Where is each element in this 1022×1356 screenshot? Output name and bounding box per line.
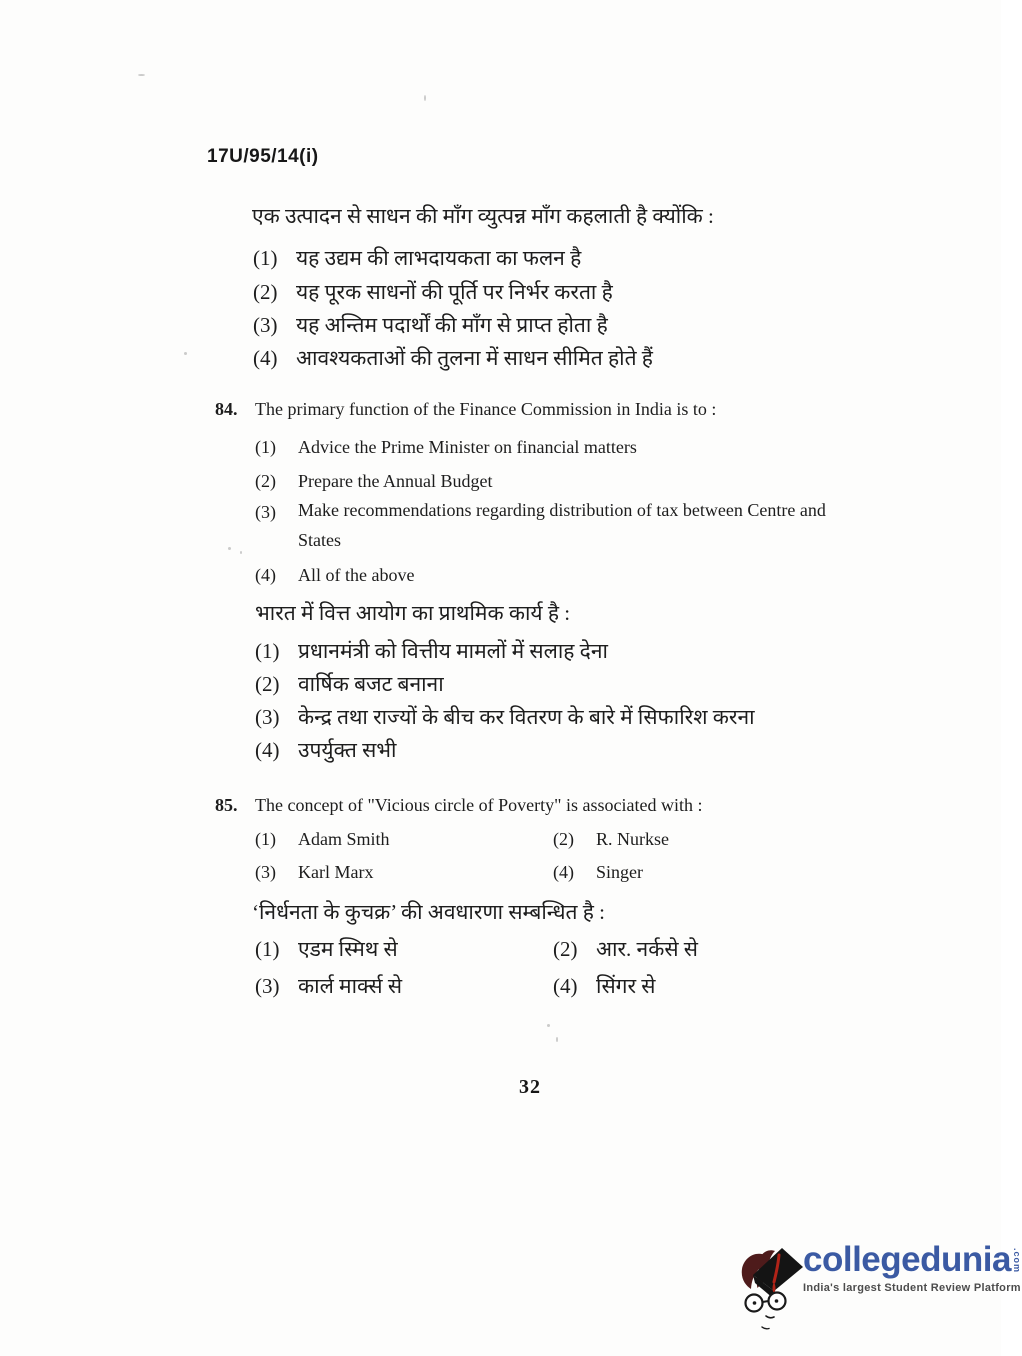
scan-artifact — [138, 74, 145, 76]
option-number: (2) — [553, 937, 578, 961]
option-row — [553, 936, 698, 963]
question-number: 84. — [215, 399, 238, 419]
collegedunia-logo — [737, 1242, 1022, 1337]
option-number: (1) — [253, 246, 278, 270]
option-text: Advice the Prime Minister on financial matters — [298, 437, 637, 457]
option-text: कार्ल मार्क्स से — [298, 974, 403, 998]
option-number: (4) — [553, 974, 578, 998]
option-row — [255, 436, 637, 459]
option-row — [255, 638, 608, 665]
option-text: यह उद्यम की लाभदायकता का फलन है — [296, 246, 582, 270]
scan-artifact — [228, 547, 231, 550]
option-number: (1) — [255, 937, 280, 961]
collegedunia-tagline: India's largest Student Review Platform — [803, 1281, 1021, 1294]
option-number: (4) — [255, 565, 276, 585]
option-number: (3) — [255, 862, 276, 882]
option-text: All of the above — [298, 565, 415, 585]
option-text: Singer — [596, 862, 643, 882]
collegedunia-mascot-icon — [737, 1242, 807, 1337]
option-row — [255, 501, 843, 556]
option-row — [255, 671, 444, 698]
option-number: (3) — [253, 313, 278, 337]
option-text: Adam Smith — [298, 829, 390, 849]
option-row — [255, 470, 492, 493]
option-row — [255, 737, 397, 764]
option-text: यह अन्तिम पदार्थों की माँग से प्राप्त होता है — [296, 313, 608, 337]
scan-artifact — [424, 95, 426, 101]
collegedunia-tld-text: .com — [1011, 1248, 1022, 1274]
option-row — [255, 936, 553, 963]
option-number: (2) — [255, 672, 280, 696]
option-row — [553, 973, 656, 1000]
question-intro-hindi: एक उत्पादन से साधन की माँग व्युत्पन्न माँग कहलाती है क्योंकि : — [252, 204, 714, 228]
option-number: (3) — [255, 705, 280, 729]
option-row — [255, 828, 553, 851]
option-row — [553, 828, 669, 851]
option-text: प्रधानमंत्री को वित्तीय मामलों में सलाह देना — [298, 639, 608, 663]
option-row — [255, 861, 553, 884]
option-row — [253, 345, 653, 372]
option-row-pair — [255, 936, 698, 963]
option-number: (4) — [255, 738, 280, 762]
option-row — [255, 564, 414, 587]
option-row — [253, 245, 581, 272]
option-number: (4) — [253, 346, 278, 370]
option-text: यह पूरक साधनों की पूर्ति पर निर्भर करता है — [296, 280, 613, 304]
option-text: आर. नर्कसे से — [596, 937, 698, 961]
question-number: 85. — [215, 795, 238, 815]
option-text: केन्द्र तथा राज्यों के बीच कर वितरण के बारे में सिफारिश करना — [298, 705, 755, 729]
option-number: (1) — [255, 437, 276, 457]
option-row — [253, 312, 608, 339]
option-text: उपर्युक्त सभी — [298, 738, 397, 762]
option-row-pair — [255, 861, 643, 884]
option-number: (1) — [255, 639, 280, 663]
option-number: (3) — [255, 502, 276, 522]
scan-artifact — [556, 1037, 558, 1042]
option-text: आवश्यकताओं की तुलना में साधन सीमित होते हैं — [296, 346, 653, 370]
option-number: (3) — [255, 974, 280, 998]
option-row — [255, 704, 755, 731]
option-text: एडम स्मिथ से — [298, 937, 398, 961]
option-row — [255, 973, 553, 1000]
question-intro-hindi: ‘निर्धनता के कुचक्र’ की अवधारणा सम्बन्धित है : — [252, 900, 605, 924]
option-text: R. Nurkse — [596, 829, 669, 849]
question-line — [215, 794, 703, 817]
page-number: 32 — [519, 1076, 541, 1098]
option-row — [253, 279, 613, 306]
collegedunia-brand-text: collegedunia — [803, 1240, 1011, 1279]
option-text: सिंगर से — [596, 974, 656, 998]
option-number: (2) — [253, 280, 278, 304]
question-text: The primary function of the Finance Commission in India is to : — [255, 399, 717, 419]
question-line — [215, 398, 716, 421]
scan-artifact — [240, 551, 242, 554]
question-intro-hindi: भारत में वित्त आयोग का प्राथमिक कार्य है : — [255, 601, 571, 625]
option-text: Karl Marx — [298, 862, 374, 882]
option-row-pair — [255, 828, 669, 851]
option-number: (2) — [255, 471, 276, 491]
option-text: Make recommendations regarding distribution of tax between Centre and States — [298, 499, 826, 551]
option-text: Prepare the Annual Budget — [298, 471, 493, 491]
question-text: The concept of "Vicious circle of Poverty" is associated with : — [255, 795, 703, 815]
option-number: (4) — [553, 862, 574, 882]
option-number: (1) — [255, 829, 276, 849]
option-text: वार्षिक बजट बनाना — [298, 672, 444, 696]
scan-artifact — [547, 1024, 550, 1027]
option-row-pair — [255, 973, 656, 1000]
scan-artifact — [184, 352, 187, 355]
option-number: (2) — [553, 829, 574, 849]
paper-code: 17U/95/14(i) — [207, 146, 319, 167]
option-row — [553, 861, 643, 884]
